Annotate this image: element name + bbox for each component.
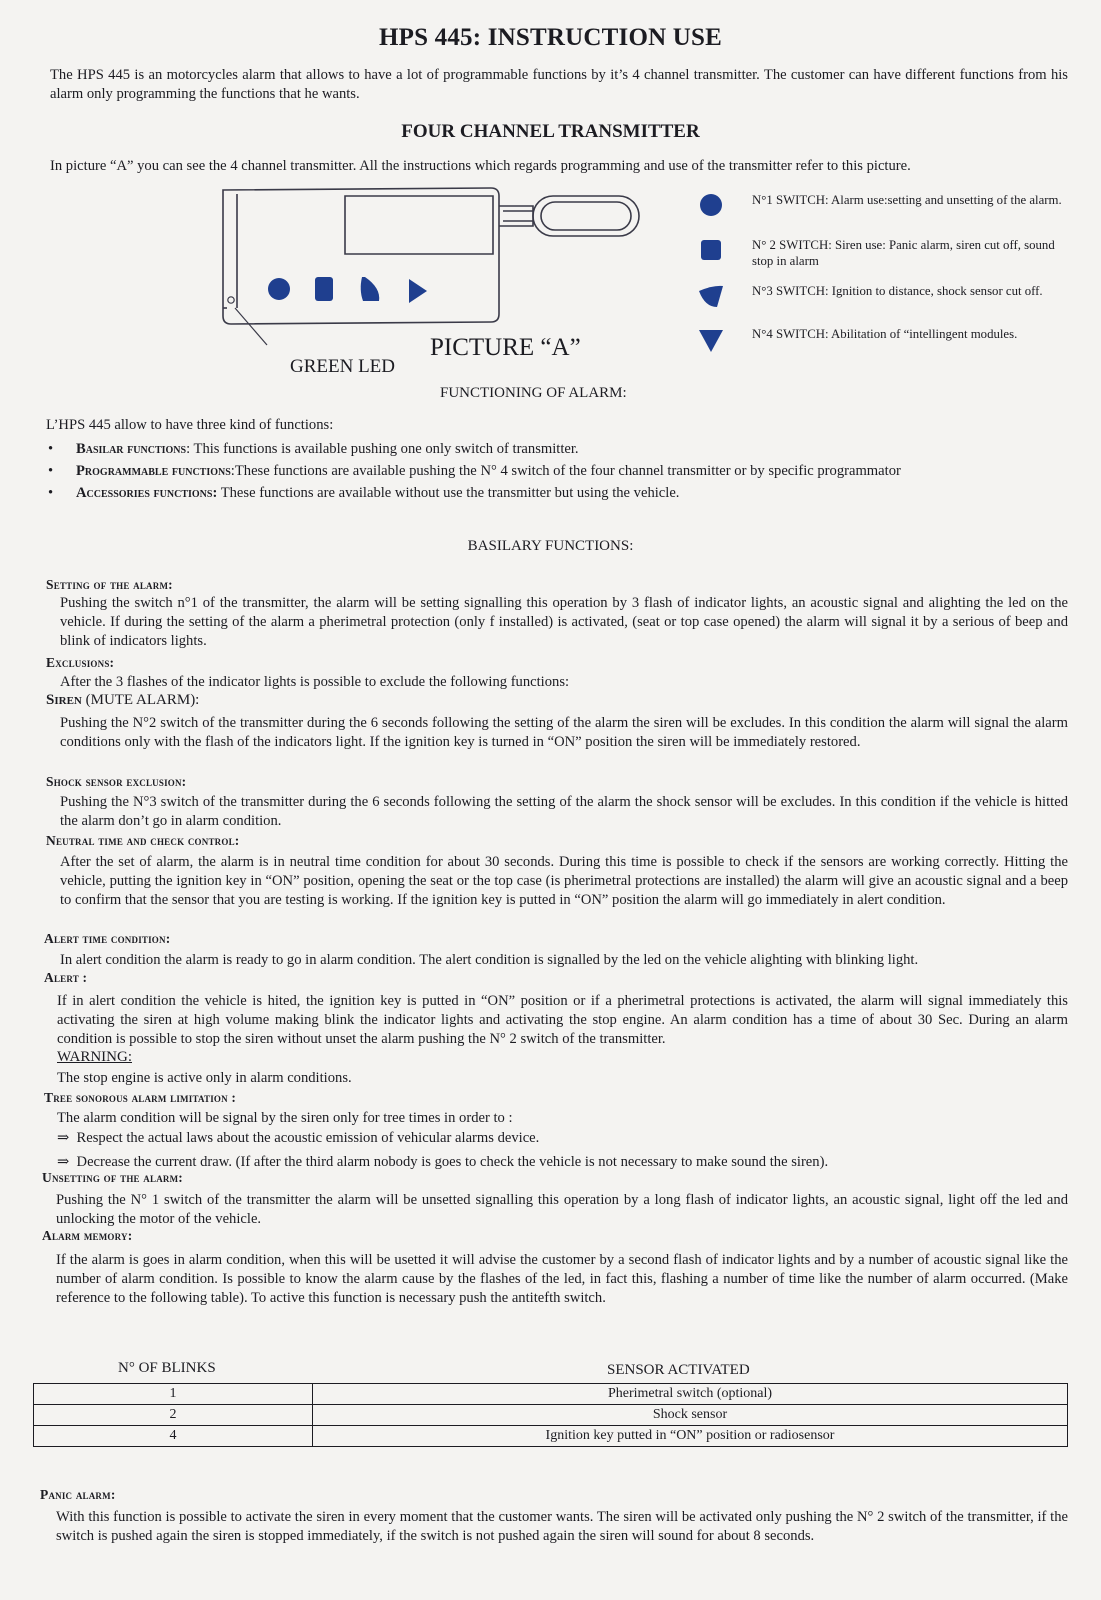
blinks-table	[33, 1383, 1068, 1447]
list-item: • Programmable functions:These functions are available pushing the N° 4 switch of the four channel transmitter or by specific programmator	[46, 462, 1068, 481]
table-header-sensor: SENSOR ACTIVATED	[607, 1362, 750, 1378]
play-triangle-icon[interactable]	[409, 279, 427, 303]
neutral-text: After the set of alarm, the alarm is in neutral time condition for about 30 seconds. During this time is possible to check if the sensors are working correctly. Hitting the vehicle, putting the ignition key in “ON” position, opening the seat or the top case (is pherimetral protections are installed) the alarm will give an acoustic signal and a beep to confirm that the sensor that you are testing is working. If the ignition key is putted in “ON” position the alarm will go immediately in alert condition.	[60, 854, 1068, 908]
warning-text: The stop engine is active only in alarm conditions.	[57, 1070, 352, 1086]
tree-title: Tree sonorous alarm limitation :	[44, 1090, 237, 1105]
switch-3-text: N°3 SWITCH: Ignition to distance, shock sensor cut off.	[752, 284, 1043, 298]
siren-text: Pushing the N°2 switch of the transmitter during the 6 seconds following the setting of the alarm the siren will be excludes. In this condition the alarm will signal the alarm conditions only with the flash of the indicators light. If the ignition key is turned in “ON” position the siren will be immediately restored.	[60, 715, 1068, 750]
table-row: 2 Shock sensor	[34, 1405, 1068, 1426]
exclusions-title: Exclusions:	[46, 655, 115, 670]
switch-4-text: N°4 SWITCH: Abilitation of “intellingent modules.	[752, 327, 1018, 341]
transmitter-buttons	[268, 277, 427, 303]
alert-text: If in alert condition the vehicle is hited, the ignition key is putted in “ON” position or if a pherimetral protections is activated, the alarm will signal immediately this activating the siren at high volume making blink the indicator lights and activating the stop engine. An alarm condition has a time of about 30 Sec. During an alarm condition is possible to stop the siren without unset the alarm pushing the N° 2 switch of the transmitter.	[57, 993, 1068, 1047]
green-led-label: GREEN LED	[290, 356, 396, 377]
arrow-right-icon: ⇒	[57, 1154, 70, 1170]
table-row: 1 Pherimetral switch (optional)	[34, 1384, 1068, 1405]
picture-label: PICTURE “A”	[430, 334, 581, 361]
panic-text: With this function is possible to activate the siren in every moment that the customer wants. The siren will be activated only pushing the N° 2 switch of the transmitter, if the switch is pushed again the siren is stopped immediately, if the switch is not pushed again the siren will sound for about 8 seconds.	[56, 1509, 1068, 1544]
switch-2-text: N° 2 SWITCH: Siren use: Panic alarm, siren cut off, sound stop in alarm	[752, 238, 1055, 268]
memory-title: Alarm memory:	[42, 1228, 133, 1243]
triangle-down-icon	[697, 326, 725, 354]
tree-text: The alarm condition will be signal by the siren only for tree times in order to :	[57, 1110, 513, 1126]
intro-paragraph: The HPS 445 is an motorcycles alarm that allows to have a lot of programmable functions by it’s 4 channel transmitter. The customer can have different functions from his alarm only programming the functions that he wants.	[50, 67, 1068, 102]
alert-time-title: Alert time condition:	[44, 931, 171, 946]
page-title: HPS 445: INSTRUCTION USE	[378, 24, 723, 51]
shock-text: Pushing the N°3 switch of the transmitter during the 6 seconds following the setting of the alarm the shock sensor will be excludes. In this condition if the vehicle is hitted the alarm don’t go in alarm condition.	[60, 794, 1068, 829]
transmitter-drawing	[215, 180, 655, 360]
warning-title: WARNING:	[57, 1049, 132, 1065]
transmitter-heading: FOUR CHANNEL TRANSMITTER	[401, 121, 700, 142]
panic-title: Panic alarm:	[40, 1487, 116, 1502]
exclusions-text: After the 3 flashes of the indicator lights is possible to exclude the following functions:	[60, 674, 570, 690]
switch-1-text: N°1 SWITCH: Alarm use:setting and unsetting of the alarm.	[752, 193, 1062, 207]
half-drop-icon	[697, 283, 725, 311]
table-header-blinks: N° OF BLINKS	[118, 1360, 216, 1376]
tree-point-2: ⇒ Decrease the current draw. (If after the third alarm nobody is goes to check the vehicle is not necessary to make sound the siren).	[57, 1154, 829, 1170]
unsetting-text: Pushing the N° 1 switch of the transmitter the alarm will be unsetted signalling this operation by a long flash of indicator lights, an acoustic signal, light off the led and unlocking the motor of the vehicle.	[56, 1192, 1068, 1227]
square-icon[interactable]	[315, 277, 333, 301]
basilary-heading: BASILARY FUNCTIONS:	[467, 538, 634, 554]
alert-time-text: In alert condition the alarm is ready to go in alarm condition. The alert condition is signalled by the led on the vehicle alighting with blinking light.	[60, 952, 919, 968]
list-item: • Accessories functions: These functions are available without use the transmitter but using the vehicle.	[46, 484, 1068, 503]
circle-icon	[697, 192, 725, 220]
circle-icon[interactable]	[268, 278, 290, 300]
unsetting-title: Unsetting of the alarm:	[42, 1170, 183, 1185]
setting-text: Pushing the switch n°1 of the transmitter, the alarm will be setting signalling this operation by 3 flash of indicator lights, an acoustic signal and alighting the led on the vehicle. If during the setting of the alarm a pherimetral protection (only f installed) is activated, (seat or top case opened) the alarm will signal it by a serious of beep and blink of indicators lights.	[60, 595, 1068, 649]
table-row: 4 Ignition key putted in “ON” position or radiosensor	[34, 1426, 1068, 1447]
memory-text: If the alarm is goes in alarm condition, when this will be usetted it will advise the customer by a second flash of indicator lights and by a number of acoustic signal like the number of alarm condition. Is possible to know the alarm cause by the flashes of the led, in fact this, flashing a number of time like the number of alarm occurred. (Make reference to the following table). To active this function is necessary push the antitefth switch.	[56, 1252, 1068, 1306]
arrow-right-icon: ⇒	[57, 1130, 70, 1146]
transmitter-paragraph: In picture “A” you can see the 4 channel transmitter. All the instructions which regards programming and use of the transmitter refer to this picture.	[50, 158, 911, 174]
alert-title: Alert :	[44, 970, 88, 985]
siren-title: Siren (MUTE ALARM):	[46, 692, 200, 708]
neutral-title: Neutral time and check control:	[46, 833, 240, 848]
function-kinds-list	[46, 440, 1068, 506]
list-item: • Basilar functions: This functions is available pushing one only switch of transmitter.	[46, 440, 1068, 459]
square-icon	[697, 237, 725, 265]
tree-point-1: ⇒ Respect the actual laws about the acoustic emission of vehicular alarms device.	[57, 1130, 540, 1146]
functioning-lead: L’HPS 445 allow to have three kind of functions:	[46, 417, 334, 433]
setting-title: Setting of the alarm:	[46, 577, 173, 592]
functioning-heading: FUNCTIONING OF ALARM:	[440, 385, 627, 401]
shock-title: Shock sensor exclusion:	[46, 774, 187, 789]
half-drop-icon[interactable]	[361, 277, 380, 301]
